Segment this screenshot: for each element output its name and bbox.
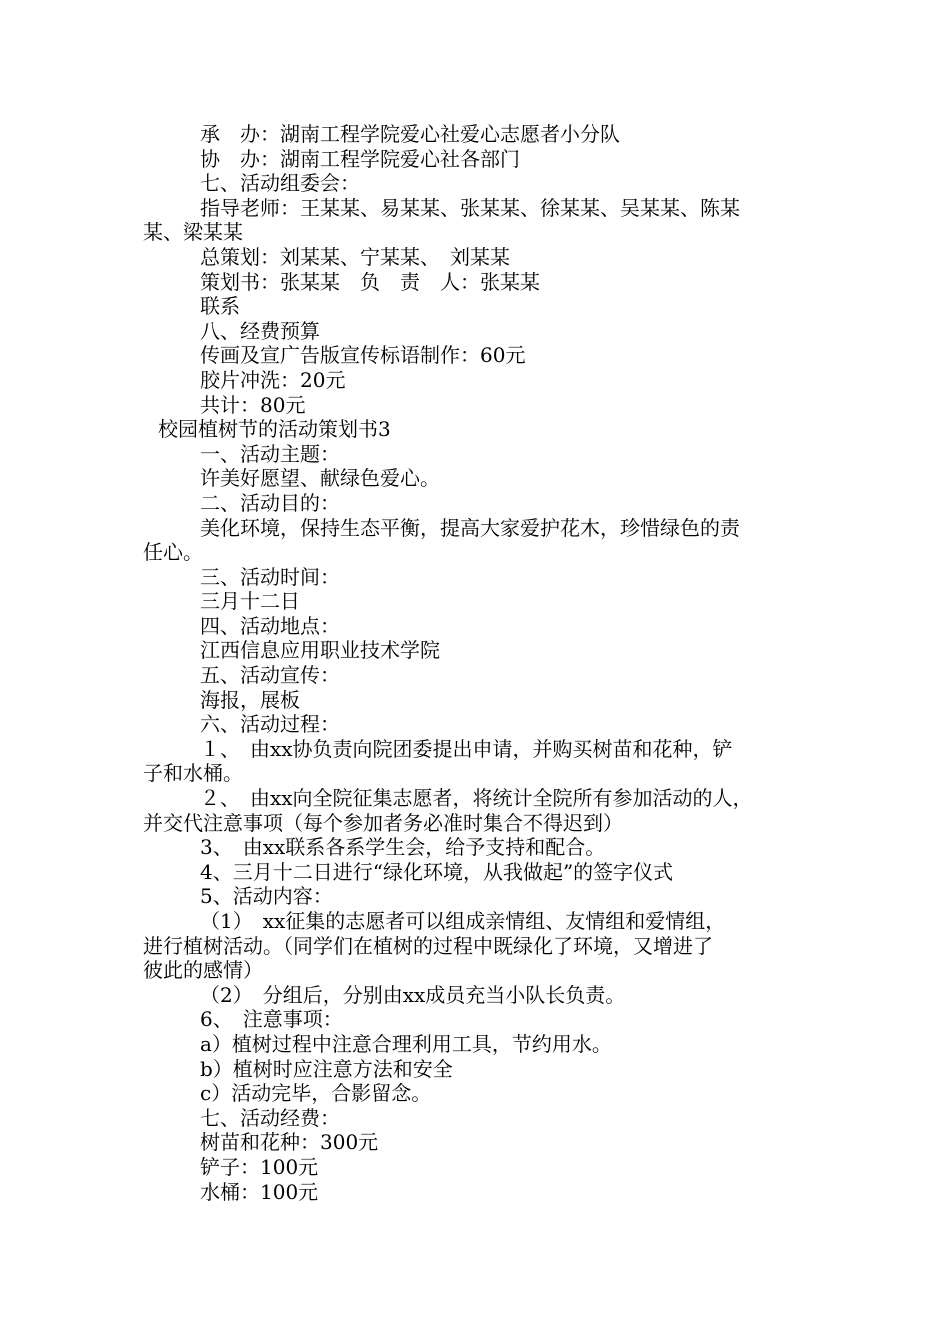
text-line: 胶片冲洗：20元 xyxy=(200,367,346,392)
document-body xyxy=(143,122,823,1204)
text-line: 4、三月十二日进行“绿化环境，从我做起”的签字仪式 xyxy=(200,859,674,884)
text-line: b）植树时应注意方法和安全 xyxy=(200,1056,453,1081)
text-line: 海报，展板 xyxy=(200,687,300,712)
text-line: 江西信息应用职业技术学院 xyxy=(200,638,440,663)
text-line: 铲子：100元 xyxy=(200,1154,319,1179)
text-line: ２、 由xx向全院征集志愿者，将统计全院所有参加活动的人， xyxy=(200,786,753,811)
text-line: 任心。 xyxy=(143,540,203,565)
text-line: 总策划：刘某某、宁某某、 刘某某 xyxy=(200,244,510,269)
text-line: 策划书：张某某 负 责 人：张某某 xyxy=(200,269,540,294)
text-line: 六、活动过程： xyxy=(200,712,340,737)
text-line: 八、经费预算 xyxy=(200,318,320,343)
text-line: （1） xx征集的志愿者可以组成亲情组、友情组和爱情组， xyxy=(200,909,726,933)
text-line: 一、活动主题： xyxy=(200,441,340,466)
text-line: 承 办：湖南工程学院爱心社爱心志愿者小分队 xyxy=(200,122,620,146)
text-line: 三、活动时间： xyxy=(200,564,340,589)
text-line: 二、活动目的： xyxy=(200,490,340,515)
text-line: 共计：80元 xyxy=(200,392,306,417)
text-line: a）植树过程中注意合理利用工具，节约用水。 xyxy=(200,1031,612,1056)
text-line: 某、梁某某 xyxy=(143,220,243,245)
text-line: 并交代注意事项（每个参加者务必准时集合不得迟到） xyxy=(143,810,623,835)
text-line: 水桶：100元 xyxy=(200,1179,319,1204)
text-line: 协 办：湖南工程学院爱心社各部门 xyxy=(200,146,520,171)
text-line: 许美好愿望、献绿色爱心。 xyxy=(200,466,440,491)
text-line: 七、活动经费： xyxy=(200,1105,340,1130)
text-line: 彼此的感情） xyxy=(143,958,263,983)
text-line: 七、活动组委会： xyxy=(200,171,360,196)
text-line: 校园植树节的活动策划书3 xyxy=(158,417,391,442)
text-line: 美化环境，保持生态平衡，提高大家爱护花木，珍惜绿色的责 xyxy=(200,515,740,540)
text-line: １、 由xx协负责向院团委提出申请，并购买树苗和花种，铲 xyxy=(200,736,733,761)
text-line: 三月十二日 xyxy=(200,589,300,614)
text-line: 进行植树活动。（同学们在植树的过程中既绿化了环境，又增进了 xyxy=(143,933,713,958)
text-line: 3、 由xx联系各系学生会，给予支持和配合。 xyxy=(200,835,606,860)
text-line: 传画及宣广告版宣传标语制作：60元 xyxy=(200,343,526,368)
text-line: 子和水桶。 xyxy=(143,761,243,786)
text-line: 树苗和花种：300元 xyxy=(200,1130,379,1155)
text-line: 指导老师：王某某、易某某、张某某、徐某某、吴某某、陈某 xyxy=(200,195,740,220)
text-line: 四、活动地点： xyxy=(200,613,340,638)
text-line: 联系 xyxy=(200,294,240,319)
text-line: （2） 分组后，分别由xx成员充当小队长负责。 xyxy=(200,982,626,1007)
text-line: 五、活动宣传： xyxy=(200,663,340,688)
text-line: c）活动完毕，合影留念。 xyxy=(200,1081,432,1106)
text-line: 6、 注意事项： xyxy=(200,1007,343,1032)
text-line: 5、活动内容： xyxy=(200,884,333,909)
